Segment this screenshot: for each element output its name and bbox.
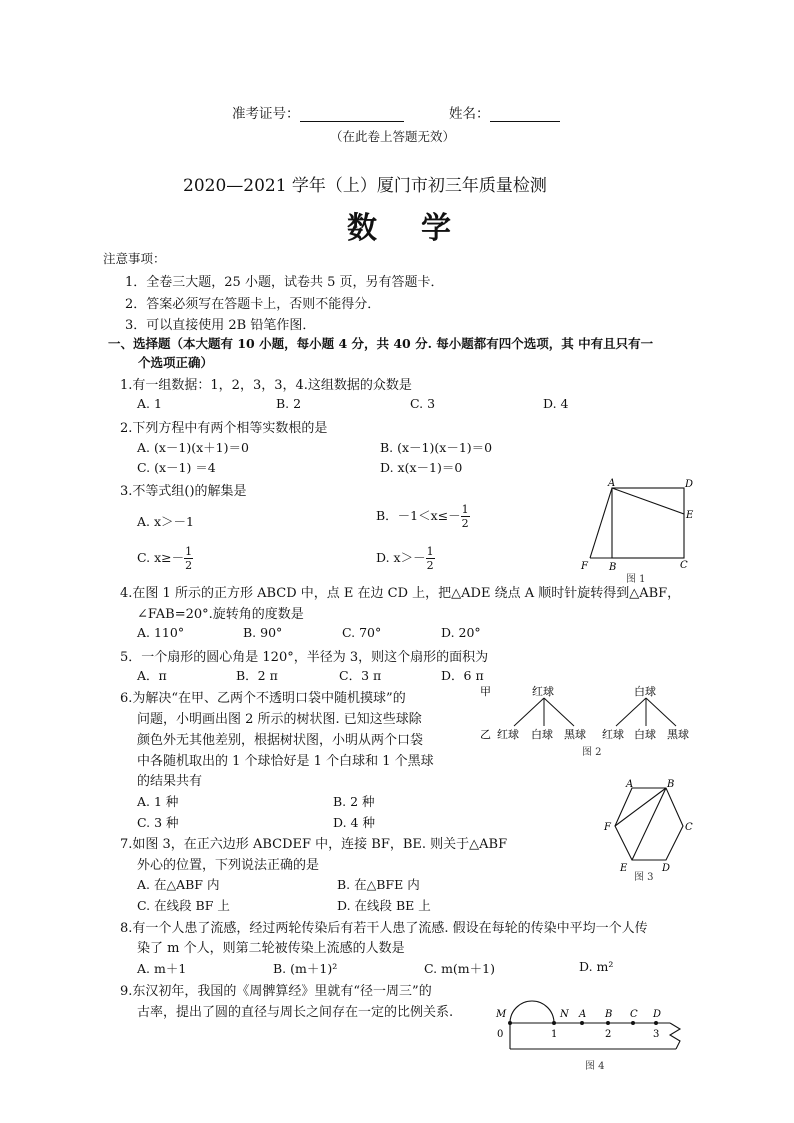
label-n: N <box>560 1009 569 1020</box>
q3-stem: 3.不等式组()的解集是 <box>120 484 247 499</box>
tick-1: 1 <box>551 1029 558 1040</box>
point-c <box>631 1021 635 1025</box>
note-item: 1．全卷三大题，25 小题，试卷共 5 页，另有答题卡． <box>125 275 444 290</box>
frac-den: 2 <box>426 559 434 572</box>
label-c: C <box>685 822 693 833</box>
q6-option-a: A. 1 种 <box>137 794 179 809</box>
leaf: 白球 <box>531 728 553 741</box>
branch <box>646 698 676 726</box>
q5-option-c: C．3 π <box>339 668 382 683</box>
q4-option-b: B. 90° <box>243 625 283 640</box>
leaf: 红球 <box>602 728 624 741</box>
figure-1-caption: 图 1 <box>626 574 646 585</box>
q7-option-a: A. 在△ABF 内 <box>137 877 220 892</box>
label-m: M <box>496 1009 507 1020</box>
q9-line1: 9.东汉初年，我国的《周髀算经》里就有“径一周三”的 <box>120 984 432 999</box>
q1-option-c: C. 3 <box>410 396 436 411</box>
q4-line2: ∠FAB=20°.旋转角的度数是 <box>137 607 304 622</box>
point-n <box>552 1021 556 1025</box>
q8-option-b: B. (m＋1)² <box>273 961 338 976</box>
branch <box>514 698 544 726</box>
exam-id-field <box>232 102 404 122</box>
q2-option-a: A. (x－1)(x＋1)＝0 <box>137 440 249 455</box>
q5-option-b: B．2 π <box>236 668 278 683</box>
q2-option-d: D. x(x－1)＝0 <box>380 460 463 475</box>
label-f: F <box>604 822 611 833</box>
segment-bf <box>615 788 666 826</box>
label-b: B <box>605 1009 613 1020</box>
tick-0: 0 <box>497 1029 504 1040</box>
q3-option-c <box>137 545 193 572</box>
section1-heading-cont: 个选项正确） <box>138 355 214 370</box>
q4-option-c: C. 70° <box>342 625 382 640</box>
fraction <box>461 503 470 530</box>
q3-option-d <box>376 545 435 572</box>
label-e: E <box>620 863 628 874</box>
point-a <box>580 1021 584 1025</box>
q2-stem: 2.下列方程中有两个相等实数根的是 <box>120 421 328 436</box>
q3-option-c-text: C. x≥－ <box>137 550 185 565</box>
segment-be <box>632 788 666 860</box>
square-abcd <box>612 488 684 558</box>
fraction <box>426 545 435 572</box>
figure-4 <box>490 985 690 1073</box>
q4-option-d: D. 20° <box>441 625 481 640</box>
subject-title: 数学 <box>347 211 495 246</box>
q7-line2: 外心的位置，下列说法正确的是 <box>137 858 320 873</box>
figure-4-caption: 图 4 <box>585 1061 605 1072</box>
label-yi: 乙 <box>480 728 491 741</box>
q6-line: 中各随机取出的 1 个球恰好是 1 个白球和 1 个黑球 <box>137 754 434 769</box>
q7-option-b: B. 在△BFE 内 <box>337 877 420 892</box>
label-f: F <box>581 561 588 572</box>
q6-line: 6.为解决“在甲、乙两个不透明口袋中随机摸球”的 <box>120 691 406 706</box>
point-m <box>508 1021 512 1025</box>
figure-2-caption: 图 2 <box>582 747 602 758</box>
section1-heading: 一、选择题（本大题有 10 小题，每小题 4 分，共 40 分. 每小题都有四个选项，其 中有且只有一 <box>108 336 654 351</box>
label-d: D <box>653 1009 662 1020</box>
q6-line: 的结果共有 <box>137 774 203 789</box>
q6-line: 问题，小明画出图 2 所示的树状图. 已知这些球除 <box>137 712 422 727</box>
q8-option-c: C. m(m＋1) <box>424 961 495 976</box>
leaf: 红球 <box>497 728 519 741</box>
name-blank <box>490 107 560 122</box>
q3-option-b <box>376 503 470 530</box>
leaf: 白球 <box>634 728 656 741</box>
frac-num: 1 <box>185 545 193 558</box>
q3-option-d-text: D. x＞－ <box>376 550 426 565</box>
branch <box>616 698 646 726</box>
point-b <box>606 1021 610 1025</box>
invalid-note: （在此卷上答题无效） <box>330 129 456 144</box>
q6-option-d: D. 4 种 <box>333 815 375 830</box>
q4-line1: 4.在图 1 所示的正方形 ABCD 中，点 E 在边 CD 上，把△ADE 绕点 A 顺时针旋转得到△ABF， <box>120 586 681 601</box>
q1-option-a: A. 1 <box>137 396 162 411</box>
q5-option-d: D．6 π <box>441 668 484 683</box>
frac-den: 2 <box>185 559 193 572</box>
label-e: E <box>686 510 694 521</box>
note-item: 2．答案必须写在答题卡上，否则不能得分． <box>125 297 381 312</box>
leaf: 黑球 <box>667 728 689 741</box>
exam-id-label: 准考证号： <box>232 106 300 122</box>
segment-af <box>590 488 612 558</box>
tick-2: 2 <box>605 1029 612 1040</box>
name-field <box>449 102 560 122</box>
figure-2 <box>478 680 703 760</box>
q8-option-d: D. m² <box>579 959 614 974</box>
frac-den: 2 <box>461 517 469 530</box>
point-d <box>654 1021 658 1025</box>
root-white: 白球 <box>634 685 656 698</box>
root-red: 红球 <box>532 685 554 698</box>
q2-option-c: C. (x－1) ＝4 <box>137 460 216 475</box>
fraction <box>184 545 193 572</box>
q1-stem: 1.有一组数据：1，2，3，3，4.这组数据的众数是 <box>120 378 412 393</box>
label-b: B <box>667 779 675 790</box>
label-d: D <box>662 863 671 874</box>
q1-option-d: D. 4 <box>543 396 569 411</box>
q4-option-a: A. 110° <box>137 625 185 640</box>
q6-option-b: B. 2 种 <box>333 794 375 809</box>
break-mark <box>670 1023 680 1049</box>
label-c: C <box>630 1009 638 1020</box>
exam-title: 2020—2021 学年（上）厦门市初三年质量检测 <box>183 176 547 196</box>
notes-label: 注意事项： <box>103 251 166 266</box>
q2-option-b: B. (x－1)(x－1)＝0 <box>380 440 493 455</box>
frac-num: 1 <box>461 503 469 516</box>
q6-option-c: C. 3 种 <box>137 815 179 830</box>
label-a: A <box>608 478 616 489</box>
segment-ae <box>612 488 684 514</box>
q7-line1: 7.如图 3，在正六边形 ABCDEF 中，连接 BF，BE. 则关于△ABF <box>120 837 508 852</box>
label-jia: 甲 <box>480 685 491 698</box>
label-d: D <box>685 479 694 490</box>
q7-option-d: D. 在线段 BE 上 <box>337 898 431 913</box>
leaf: 黑球 <box>564 728 586 741</box>
label-b: B <box>609 562 617 573</box>
q7-option-c: C. 在线段 BF 上 <box>137 898 230 913</box>
q6-line: 颜色外无其他差别，根据树状图，小明从两个口袋 <box>137 733 424 748</box>
q3-option-a: A. x＞－1 <box>137 514 194 529</box>
label-a: A <box>626 779 634 790</box>
name-label: 姓名： <box>449 106 490 122</box>
figure-3 <box>590 778 700 882</box>
q3-option-b-text: B．－1＜x≤－ <box>376 508 461 523</box>
q9-line2: 古率，提出了圆的直径与周长之间存在一定的比例关系. <box>137 1005 454 1020</box>
q8-line1: 8.有一个人患了流感，经过两轮传染后有若干人患了流感. 假设在每轮的传染中平均一个人传 <box>120 921 648 936</box>
q8-line2: 染了 m 个人，则第二轮被传染上流感的人数是 <box>137 941 405 956</box>
frac-num: 1 <box>426 545 434 558</box>
q5-stem: 5．一个扇形的圆心角是 120°，半径为 3，则这个扇形的面积为 <box>120 650 489 665</box>
label-a: A <box>579 1009 587 1020</box>
q5-option-a: A．π <box>137 668 167 683</box>
branch <box>544 698 574 726</box>
figure-3-caption: 图 3 <box>634 872 654 882</box>
note-item: 3．可以直接使用 2B 铅笔作图． <box>125 318 316 333</box>
q1-option-b: B. 2 <box>276 396 302 411</box>
figure-1 <box>572 474 702 586</box>
exam-id-blank <box>300 107 404 122</box>
q8-option-a: A. m＋1 <box>137 961 187 976</box>
semicircle <box>510 1001 554 1023</box>
label-c: C <box>680 560 688 571</box>
tick-3: 3 <box>653 1029 660 1040</box>
